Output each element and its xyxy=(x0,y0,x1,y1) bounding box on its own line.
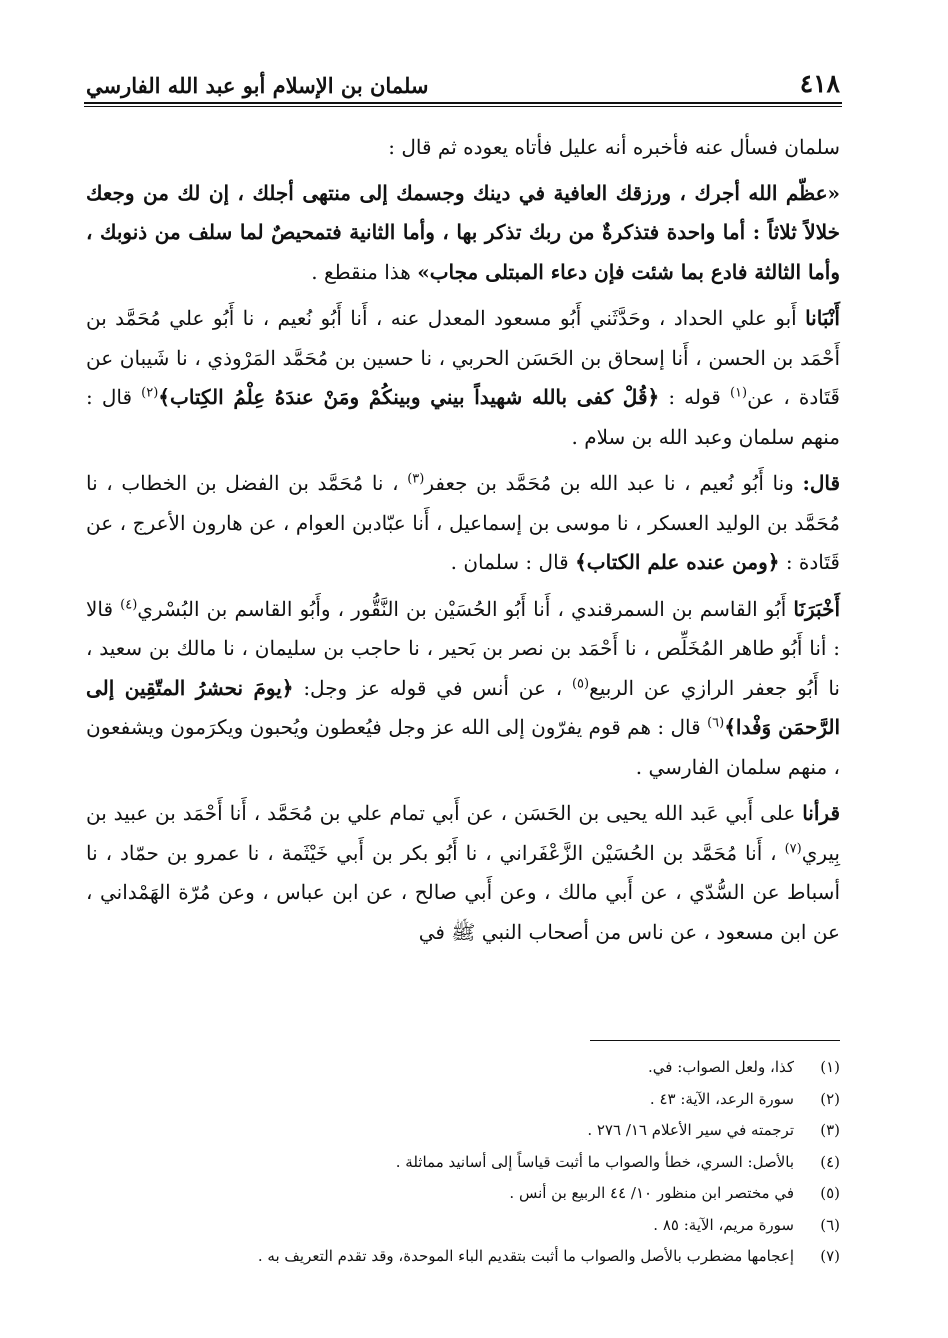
footnote-item xyxy=(86,1084,840,1116)
footnote-item xyxy=(86,1115,840,1147)
footnote-number: (٥) xyxy=(820,1184,840,1202)
p2-tail: هذا منقطع . xyxy=(311,259,418,284)
hadith-quote: «عظّم الله أجرك ، ورزقك العافية في دينك وجسمك إلى منتهى أجلك ، إن لك من وجعك خلالاً ثلاثاً : أما واحدة فتذكرةٌ من ربك تذكر بها ، وأما الثانية فتمحيصٌ لما سلف من ذنوبك ، وأما الثالثة فادع بما شئت فإن دعاء المبتلى مجاب» xyxy=(86,180,840,284)
footnote-separator xyxy=(590,1040,840,1041)
paragraph-6 xyxy=(86,794,840,952)
paragraph-4 xyxy=(86,464,840,583)
p3-lead: أَنْبَانا xyxy=(805,306,840,330)
footnote-item xyxy=(86,1052,840,1084)
footnote-ref-5[interactable]: (٥) xyxy=(571,675,590,691)
footnotes xyxy=(86,1052,840,1273)
page-number: ٤١٨ xyxy=(799,69,840,98)
p3-text2: قوله : xyxy=(659,385,730,409)
p1-text: سلمان فسأل عنه فأخبره أنه عليل فأتاه يعوده ثم قال : xyxy=(388,135,840,159)
footnote-ref-2[interactable]: (٢) xyxy=(141,385,159,401)
header-rule xyxy=(84,102,842,107)
p4-lead: قال: xyxy=(802,471,841,495)
p5-text3: ، عن أنس في قوله عز وجل: xyxy=(293,675,572,700)
footnote-ref-7[interactable]: (٧) xyxy=(784,840,802,856)
p4-text3: قال : سلمان . xyxy=(450,550,576,574)
footnote-number: (٦) xyxy=(820,1215,840,1234)
footnote-ref-1[interactable]: (١) xyxy=(729,385,748,401)
footnote-number: (٢) xyxy=(820,1089,840,1108)
footnote-text: في مختصر ابن منظور ١٠/ ٤٤ الربيع بن أنس . xyxy=(509,1184,794,1202)
footnote-item xyxy=(86,1178,840,1210)
p5-text1: أَبُو القاسم بن السمرقندي ، أَنا أَبُو الحُسَيْن بن النَّقُّور ، وأَبُو القاسم بن البُسْري xyxy=(137,596,794,621)
paragraph-3 xyxy=(86,299,840,457)
p3-text3: قال : منهم سلمان وعبد الله بن سلام . xyxy=(86,385,840,449)
p6-text1: على أَبي عَبد الله يحيى بن الحَسَن ، عن أَبي تمام علي بن مُحَمَّد ، أَنا أَحْمَد بن عبيد بن بِيري xyxy=(86,801,840,865)
p3-text1: أَبو علي الحداد ، وحَدَّثَني أَبُو مسعود المعدل عنه ، أَنا أَبُو نُعيم ، نا أَبُو علي مُحَمَّد بن أَحْمَد بن الحسن ، أَنا إسحاق بن الحَسَن الحربي ، نا حسين بن مُحَمَّد المَرْوذي ، نا شَيبان عن قَتَادة ، عن xyxy=(86,306,840,409)
footnote-number: (٧) xyxy=(820,1247,840,1265)
p4-verse: ﴿ومن عنده علم الكتاب﴾ xyxy=(575,550,780,574)
p5-lead: أَخْبَرَنَا xyxy=(793,596,840,621)
paragraph-1 xyxy=(86,128,840,168)
paragraph-2 xyxy=(86,174,840,293)
p4-text2: ، نا مُحَمَّد بن الفضل بن الخطاب ، نا مُحَمَّد بن الوليد العسكر ، نا موسى بن إسماعيل ، أَنا عبّادبن العوام ، عن هارون الأعرج ، عن قَتَادة : xyxy=(86,471,840,574)
main-text xyxy=(86,128,840,959)
footnote-ref-6[interactable]: (٦) xyxy=(707,715,725,731)
footnote-number: (١) xyxy=(820,1058,840,1076)
footnote-number: (٣) xyxy=(820,1121,840,1139)
p3-verse: ﴿قُلْ كفى بالله شهيداً بيني وبينكُمْ ومَنْ عندَهُ عِلْمُ الكِتاب﴾ xyxy=(158,385,660,409)
footnote-ref-3[interactable]: (٣) xyxy=(407,471,425,487)
p6-lead: قرأنا xyxy=(802,801,840,825)
footnote-item xyxy=(86,1210,840,1242)
running-title: سلمان بن الإسلام أبو عبد الله الفارسي xyxy=(86,73,429,98)
footnote-text: سورة مريم، الآية: ٨٥ . xyxy=(653,1215,794,1234)
footnote-ref-4[interactable]: (٤) xyxy=(120,596,138,612)
paragraph-5 xyxy=(86,590,840,788)
footnote-text: كذا، ولعل الصواب: في. xyxy=(647,1058,794,1076)
footnote-number: (٤) xyxy=(820,1152,840,1171)
p5-text4: قال : هم قوم يفرّون إلى الله عز وجل فيُعطون ويُحبون ويكرَمون ويشفعون ، منهم سلمان الفارسي . xyxy=(86,715,840,779)
p4-text1: ونا أَبُو نُعيم ، نا عبد الله بن مُحَمَّد بن جعفر xyxy=(424,471,803,495)
p5-verse: ﴿يومَ نحشرُ المتّقِين إلى الرَّحمَن وَفْدا﴾ xyxy=(86,675,841,739)
footnote-item xyxy=(86,1147,840,1179)
running-header xyxy=(86,58,840,98)
footnote-text: إعجامها مضطرب بالأصل والصواب ما أثبت بتقديم الباء الموحدة، وقد تقدم التعريف به . xyxy=(257,1247,794,1265)
p5-text2: قالا : أنا أَبُو طاهر المُخَلِّص ، نا أَحْمَد بن نصر بن بَحير ، نا حاجب بن سليمان ، نا مالك بن سعيد ، نا أَبُو جعفر الرازي عن الربيع xyxy=(86,596,841,700)
footnote-text: بالأصل: السري، خطأ والصواب ما أثبت قياساً إلى أسانيد مماثلة . xyxy=(395,1152,794,1171)
footnote-text: سورة الرعد، الآية: ٤٣ . xyxy=(649,1089,794,1108)
footnote-item xyxy=(86,1241,840,1273)
footnote-text: ترجمته في سير الأعلام ١٦/ ٢٧٦ . xyxy=(587,1121,794,1139)
p6-text2: ، أَنا مُحَمَّد بن الحُسَيْن الزَّعْفَراني ، نا أَبُو بكر بن أَبي خَيْثَمة ، نا عمرو بن حمّاد ، نا أسباط عن السُّدّي ، عن أَبي مالك ، وعن أَبي صالح ، عن ابن عباس ، وعن مُرّة الهَمْداني ، عن ابن مسعود ، عن ناس من أصحاب النبي ﷺ في xyxy=(86,840,840,944)
